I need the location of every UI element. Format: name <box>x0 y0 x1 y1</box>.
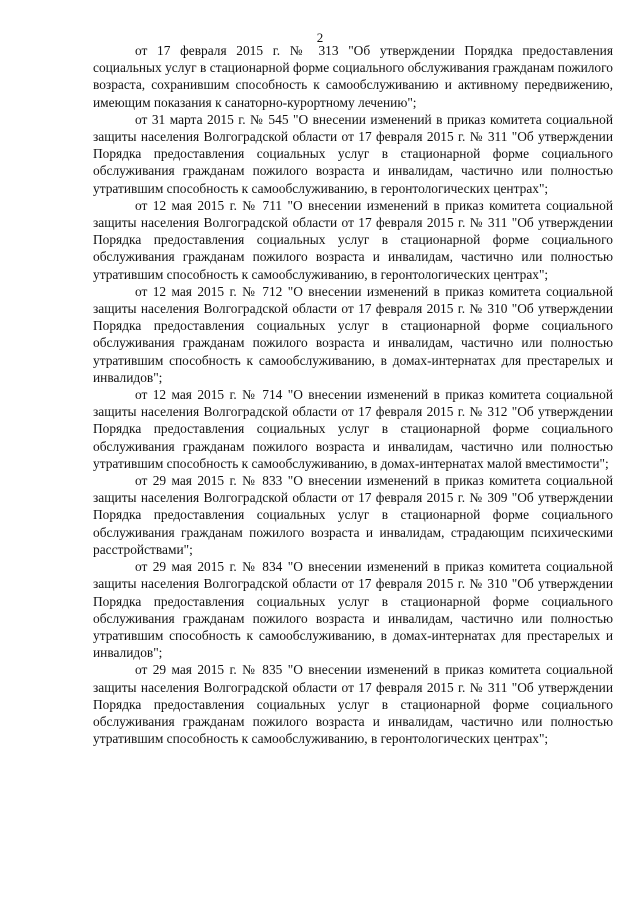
paragraph-order-833: от 29 мая 2015 г. № 833 "О внесении изменений в приказ комитета социальной защиты населения Волгоградской области от 17 февраля 2015 г. № 309 "Об утверждении Порядка предоставления социальных услуг в стационарной форме социального обслуживания гражданам пожилого возраста и инвалидам, страдающим психическими расстройствами"; <box>93 473 613 557</box>
paragraph-order-711: от 12 мая 2015 г. № 711 "О внесении изменений в приказ комитета социальной защиты населения Волгоградской области от 17 февраля 2015 г. № 311 "Об утверждении Порядка предоставления социальных услуг в стационарной форме социального обслуживания гражданам пожилого возраста и инвалидам, частично или полностью утратившим способность к самообслуживанию, в геронтологических центрах"; <box>93 197 613 282</box>
paragraph-order-545: от 31 марта 2015 г. № 545 "О внесении изменений в приказ комитета социальной защиты населения Волгоградской области от 17 февраля 2015 г. № 311 "Об утверждении Порядка предоставления социальных услуг в стационарной форме социального обслуживания гражданам пожилого возраста и инвалидам, частично или полностью утратившим способность к самообслуживанию, в геронтологических центрах"; <box>93 111 613 196</box>
paragraph-order-313: от 17 февраля 2015 г. № 313 "Об утверждении Порядка предоставления социальных услуг в стационарной форме социального обслуживания гражданам пожилого возраста, сохранившим способность к самообслуживанию и активному передвижению, имеющим показания к санаторно-курортному лечению"; <box>93 43 613 110</box>
page-number: 2 <box>316 30 324 45</box>
paragraph-order-834: от 29 мая 2015 г. № 834 "О внесении изменений в приказ комитета социальной защиты населения Волгоградской области от 17 февраля 2015 г. № 310 "Об утверждении Порядка предоставления социальных услуг в стационарной форме социального обслуживания гражданам пожилого возраста и инвалидам, частично или полностью утратившим способность к самообслуживанию, в домах-интернатах для престарелых и инвалидов"; <box>93 559 613 661</box>
document-body <box>93 42 613 747</box>
paragraph-order-712: от 12 мая 2015 г. № 712 "О внесении изменений в приказ комитета социальной защиты населения Волгоградской области от 17 февраля 2015 г. № 310 "Об утверждении Порядка предоставления социальных услуг в стационарной форме социального обслуживания гражданам пожилого возраста и инвалидам, частично или полностью утратившим способность к самообслуживанию, в домах-интернатах для престарелых и инвалидов"; <box>93 283 613 385</box>
paragraph-order-714: от 12 мая 2015 г. № 714 "О внесении изменений в приказ комитета социальной защиты населения Волгоградской области от 17 февраля 2015 г. № 312 "Об утверждении Порядка предоставления социальных услуг в стационарной форме социального обслуживания гражданам пожилого возраста и инвалидам, частично или полностью утратившим способность к самообслуживанию, в домах-интернатах малой вместимости"; <box>93 387 613 471</box>
paragraph-order-835: от 29 мая 2015 г. № 835 "О внесении изменений в приказ комитета социальной защиты населения Волгоградской области от 17 февраля 2015 г. № 311 "Об утверждении Порядка предоставления социальных услуг в стационарной форме социального обслуживания гражданам пожилого возраста и инвалидам, частично или полностью утратившим способность к самообслуживанию, в геронтологических центрах"; <box>93 662 613 747</box>
